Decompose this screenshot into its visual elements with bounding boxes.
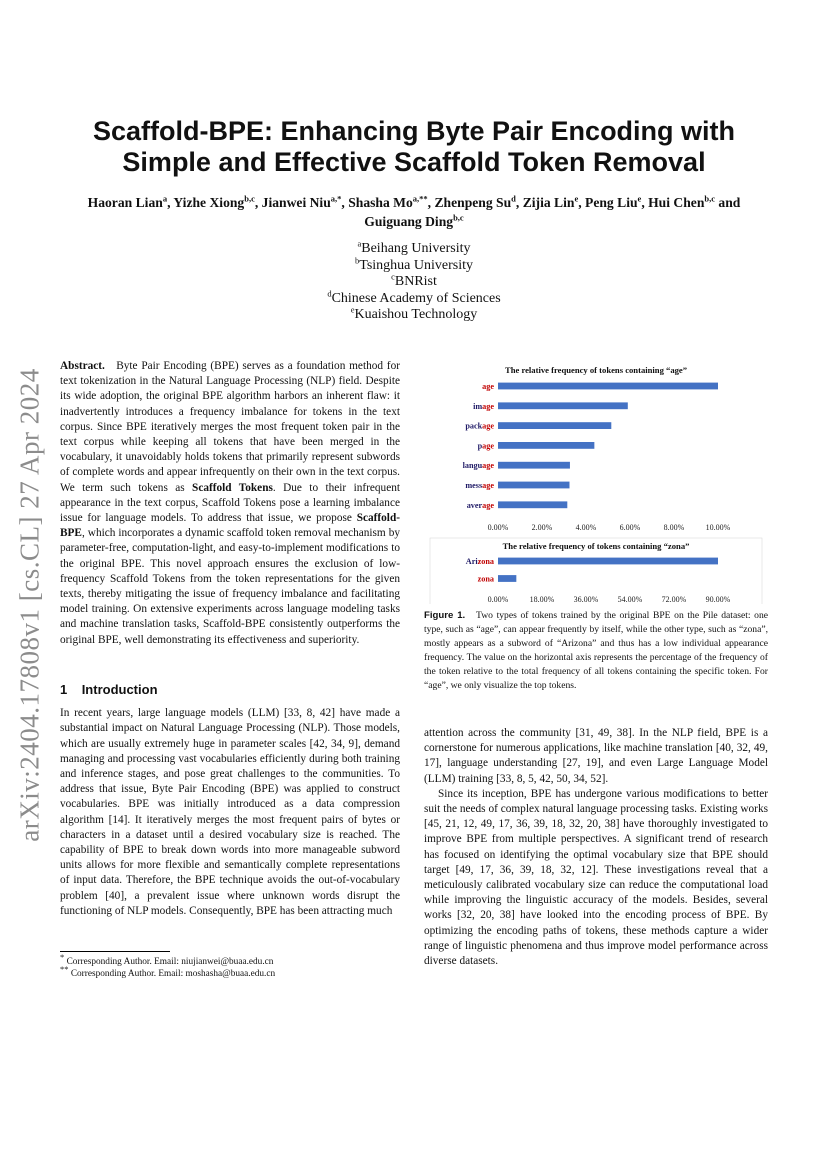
x-tick-label: 36.00% [573, 595, 599, 604]
abstract-text-2: . Due to their infrequent appearance in the text corpus, Scaffold Tokens pose a learning imbalance issue for language models. To address that issue, we propose [60, 481, 401, 525]
abstract-label: Abstract. [60, 360, 105, 372]
affiliation-mark: c [391, 271, 395, 282]
footnote-text: Corresponding Author. Email: moshasha@buaa.edu.cn [68, 969, 276, 980]
title-line-1: Scaffold-BPE: Enhancing Byte Pair Encoding with [92, 116, 736, 146]
caption-label: Figure 1. [424, 610, 466, 621]
x-tick-label: 0.00% [487, 523, 509, 532]
abstract-term-scaffold-tokens: Scaffold Tokens [192, 481, 273, 494]
category-label: message [465, 481, 494, 490]
paper-title [60, 116, 768, 178]
author-affiliation-mark: a,** [412, 193, 428, 204]
author-affiliation-mark: a [162, 193, 168, 204]
author-name: Haoran Lian [87, 195, 163, 210]
footnote-rule [60, 951, 170, 952]
affiliation [60, 287, 768, 308]
affiliation [60, 254, 768, 275]
bar-average [498, 501, 567, 508]
intro-section [60, 682, 400, 919]
right-paragraph-2: Since its inception, BPE has undergone various modifications to better suit the needs of complex natural language processing tasks. Existing works [45, 21, 12, 49, 17, 36, 39, 18, 32, 20, 38] have thoroughly investigated to improve BPE from multiple perspectives. A significant trend of research has focused on identifying the optimal vocabulary size that BPE should target [49, 17, 36, 39, 18, 32, 12]. These investigations reveal that a meticulously calibrated vocabulary size can reduce the computational load while improving the linguistic accuracy of the models. Besides, several works [32, 20, 38] have looked into the encoding process of BPE. By optimizing the encoding paths of tokens, these methods capture a wider range of linguistic phenomena and thus improve model performance across diverse datasets. [424, 787, 768, 968]
author-affiliation-mark: b,c [453, 212, 464, 223]
category-label: average [466, 500, 494, 510]
affiliation [60, 271, 768, 291]
chart-title: The relative frequency of tokens containing “age” [504, 365, 688, 375]
author-affiliation-mark: d [511, 193, 516, 204]
affiliation-name: BNRist [394, 274, 437, 289]
arxiv-identifier: arXiv:2404.17808v1 [cs.CL] 27 Apr 2024 [14, 368, 45, 842]
author-affiliation-mark: b,c [704, 193, 716, 204]
x-tick-label: 18.00% [529, 595, 555, 604]
bar-package [498, 422, 611, 429]
abstract-text-1: Byte Pair Encoding (BPE) serves as a foundation method for text tokenization in the Natural Language Processing (NLP) field. Despite its wide adoption, the original BPE algorithm harbors an inherent flaw: it inadvertently introduces a frequency imbalance for tokens in the text corpus. Since BPE iteratively merges the most frequent token pair in the text corpus while keeping all tokens that have been merged in the vocabulary, it unavoidably holds tokens that primarily represent subwords of complete words and appear infrequently on their own in the text corpus. We term such tokens as [60, 360, 400, 494]
chart-age [463, 365, 731, 532]
x-tick-label: 6.00% [619, 523, 641, 532]
section-number: 1 [60, 682, 68, 697]
caption-text: Two types of tokens trained by the original BPE on the Pile dataset: one type, such as “age”, can appear frequently by itself, while the other type, such as “zona”, mostly appears as a subword of “Arizona” and thus has a low individual appearance frequency. The value on the horizontal axis represents the percentage of the frequency of the token relative to the total frequency of all tokens containing the specific token. For “age”, we only visualize the top tokens. [424, 610, 768, 691]
author-affiliation-mark: e [574, 193, 579, 204]
category-label: age [482, 382, 494, 391]
bar-image [498, 402, 628, 409]
footnote [60, 964, 400, 980]
category-label: zona [477, 574, 494, 584]
right-paragraph-1: attention across the community [31, 49, 38]. In the NLP field, BPE is a cornerstone for numerous applications, like machine translation [40, 32, 49, 17], language understanding [27, 19], and even Large Language Model (LLM) training [33, 8, 5, 42, 50, 34, 52]. [424, 727, 768, 785]
abstract-text-3: , which incorporates a dynamic scaffold token removal mechanism by parameter-free, computation-light, and easy-to-implement modifications to the original BPE. This novel approach ensures the exclusion of low-frequency Scaffold Tokens from the token representations for the given texts, thereby mitigating the issue of frequency imbalance and facilitating model training. On extensive experiments across language modeling tasks and machine translation tasks, Scaffold-BPE consistently outperforms the original BPE, well demonstrating its effectiveness and superiority. [60, 527, 400, 646]
figure-caption [424, 609, 768, 693]
affiliation-mark: b [355, 254, 360, 265]
x-tick-label: 10.00% [705, 523, 731, 532]
x-tick-label: 54.00% [617, 595, 643, 604]
category-label: language [462, 461, 494, 471]
section-title: Introduction [81, 682, 158, 697]
author-affiliation-mark: b,c [244, 193, 255, 204]
category-label: Arizona [465, 557, 494, 566]
author-list: Haoran Lian$^a$, Yizhe Xiong$^{b,c}$, Jianwei Niu$^{a,*}$, Shasha $Mo^{a,**}$, Zhenpeng Su$^d$, Zijia Lin$^e$, Peng Liu$^e$, Hui Chen$^{b,c}$ and Guiguang Ding$^{b,c}$ [87, 193, 741, 229]
affiliation-name: Tsinghua University [359, 257, 473, 273]
bar-zona [498, 575, 516, 582]
footnote-text: Corresponding Author. Email: niujianwei@buaa.edu.cn [64, 957, 274, 967]
author-name: Zhenpeng Su [434, 195, 512, 210]
category-label: page [477, 441, 494, 451]
category-label: package [465, 421, 494, 431]
bar-Arizona [498, 558, 718, 565]
author-name: Hui Chen [648, 195, 705, 210]
footnotes [60, 951, 400, 980]
figure-1-chart [424, 360, 768, 604]
chart-zona [430, 538, 762, 604]
right-column-text [424, 726, 768, 969]
abstract-term-scaffold-bpe: Scaffold-BPE [60, 512, 400, 540]
author-name: Peng Liu [585, 195, 638, 210]
affiliation-name: Chinese Academy of Sciences [331, 290, 501, 306]
category-label: image [473, 401, 494, 411]
chart-title: The relative frequency of tokens containing “zona” [502, 541, 690, 551]
arxiv-sidebar-stamp [8, 362, 52, 848]
affiliation-name: Kuaishou Technology [354, 307, 478, 322]
x-tick-label: 0.00% [487, 595, 509, 604]
bar-language [498, 462, 570, 469]
bar-page [498, 442, 594, 449]
author-affiliation-mark: a,* [330, 193, 342, 204]
author-name: Jianwei Niu [261, 195, 331, 210]
author-name: Shasha Mo [348, 195, 413, 210]
affiliation [60, 304, 768, 324]
title-line-2: Simple and Effective Scaffold Token Removal [122, 147, 706, 177]
x-tick-label: 4.00% [575, 523, 597, 532]
abstract [60, 359, 400, 648]
footnote-mark: ** [60, 964, 69, 975]
x-tick-label: 8.00% [663, 523, 685, 532]
affiliation-mark: d [327, 287, 332, 298]
author-affiliation-mark: e [637, 193, 642, 204]
x-tick-label: 72.00% [661, 595, 687, 604]
intro-paragraph: In recent years, large language models (LLM) [33, 8, 42] have made a substantial impact on Natural Language Processing (NLP). Those models, which are usually extremely huge in parameter scales [42, 34, 9], demand managing and processing vast vocabularies efficiently during both training and inference stages, and pose great challenges to the communities. To address that issue, Byte Pair Encoding (BPE) was applied to construct vocabularies. BPE was initially introduced as a data compression algorithm [14]. It iteratively merges the most frequent pairs of bytes or characters in a dataset until a desired vocabulary size is reached. The capability of BPE to break down words into more manageable subword units allows for more flexible and semantically complete representations of input data. Therefore, the BPE technique avoids the out-of-vocabulary problem [40], a prevalent issue where unknown words disrupt the functioning of NLP models. Consequently, BPE has been attracting much [60, 707, 400, 917]
x-tick-label: 2.00% [531, 523, 553, 532]
affiliation-list [60, 238, 768, 324]
bar-message [498, 482, 570, 489]
author-name: Yizhe Xiong [173, 195, 245, 210]
footnote [60, 951, 400, 968]
author-name: Zijia Lin [522, 195, 575, 210]
bar-age [498, 383, 718, 390]
x-tick-label: 90.00% [705, 595, 731, 604]
affiliation-name: Beihang University [361, 241, 471, 256]
section-heading [60, 682, 400, 697]
affiliation-mark: e [350, 304, 355, 315]
affiliation-mark: a [357, 238, 362, 249]
author-name: Guiguang Ding [364, 214, 454, 229]
affiliation [60, 238, 768, 258]
footnote-mark: * [60, 951, 65, 962]
